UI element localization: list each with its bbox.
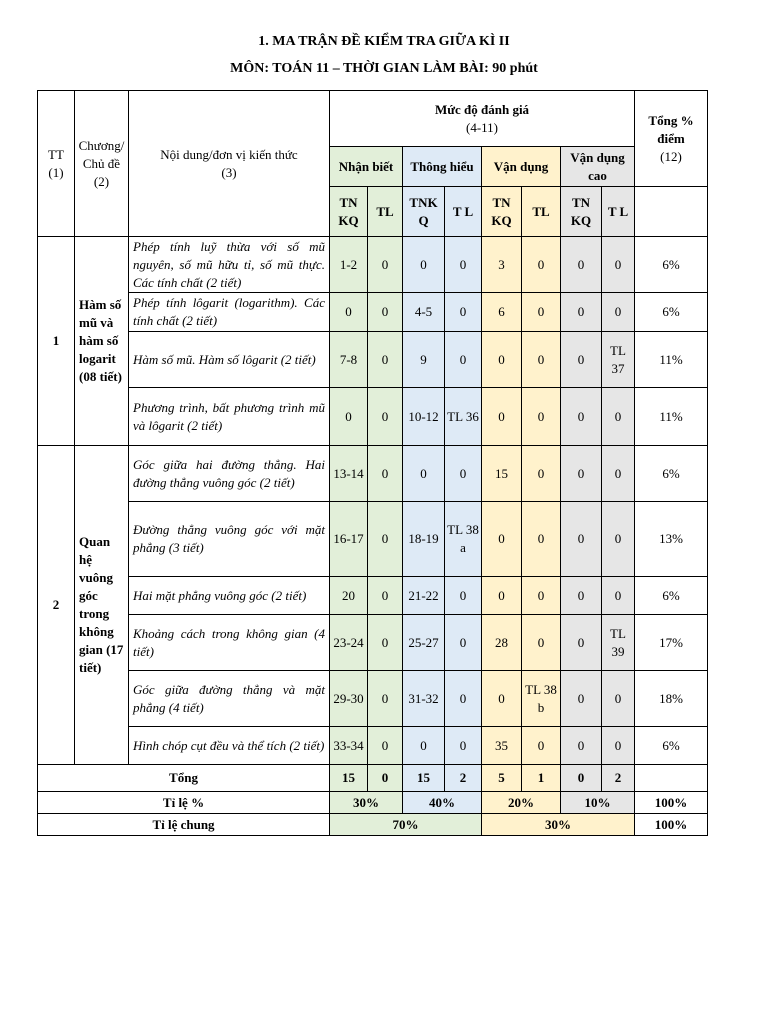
cell: 0 xyxy=(522,332,561,388)
table-row xyxy=(38,388,708,446)
document-subtitle: MÔN: TOÁN 11 – THỜI GIAN LÀM BÀI: 90 phút xyxy=(230,61,538,76)
header-total: Tổng % điểm (12) xyxy=(635,91,708,187)
ti-le-chung-total: 100% xyxy=(635,814,708,836)
cell: 9 xyxy=(403,332,445,388)
sub-header: TL xyxy=(368,187,403,237)
ti-le-chung-value: 30% xyxy=(482,814,635,836)
tong-value: 2 xyxy=(445,765,482,792)
ti-le-value: 30% xyxy=(330,792,403,814)
cell: 0 xyxy=(368,577,403,615)
content-cell: Phép tính luỹ thừa với số mũ nguyên, số mũ hữu tỉ, số mũ thực. Các tính chất (2 tiết) xyxy=(129,237,330,293)
total-cell: 13% xyxy=(635,502,708,577)
cell: 20 xyxy=(330,577,368,615)
cell: 0 xyxy=(445,446,482,502)
cell: 0 xyxy=(368,671,403,727)
cell: 0 xyxy=(561,332,602,388)
content-cell: Hai mặt phẳng vuông góc (2 tiết) xyxy=(129,577,330,615)
header-chapter: Chương/Chủ đề (2) xyxy=(75,91,129,237)
cell: 0 xyxy=(561,388,602,446)
tong-value: 5 xyxy=(482,765,522,792)
cell: TL 36 xyxy=(445,388,482,446)
cell: 0 xyxy=(445,237,482,293)
cell: 0 xyxy=(330,293,368,332)
cell: 0 xyxy=(602,671,635,727)
cell: 0 xyxy=(561,502,602,577)
total-cell: 11% xyxy=(635,388,708,446)
cell: 31-32 xyxy=(403,671,445,727)
cell: 4-5 xyxy=(403,293,445,332)
ti-le-total: 100% xyxy=(635,792,708,814)
cell: 0 xyxy=(445,332,482,388)
header-thong-hieu: Thông hiểu xyxy=(403,147,482,187)
table-row xyxy=(38,577,708,615)
total-cell: 6% xyxy=(635,446,708,502)
cell: TL 39 xyxy=(602,615,635,671)
sub-header: TNK Q xyxy=(403,187,445,237)
total-cell: 18% xyxy=(635,671,708,727)
total-cell: 6% xyxy=(635,577,708,615)
cell: 0 xyxy=(368,615,403,671)
sub-header: TN KQ xyxy=(561,187,602,237)
cell: 18-19 xyxy=(403,502,445,577)
chapter-tt: 1 xyxy=(38,237,75,446)
cell: 0 xyxy=(522,293,561,332)
total-cell: 6% xyxy=(635,237,708,293)
content-cell: Phép tính lôgarit (logarithm). Các tính chất (2 tiết) xyxy=(129,293,330,332)
tong-value: 1 xyxy=(522,765,561,792)
cell: 0 xyxy=(602,446,635,502)
cell: 0 xyxy=(368,502,403,577)
table-row xyxy=(38,332,708,388)
header-van-dung-cao: Vận dụng cao xyxy=(561,147,635,187)
cell: 0 xyxy=(561,727,602,765)
ti-le-chung-row xyxy=(38,814,708,836)
tong-empty xyxy=(635,765,708,792)
chapter-name: Hàm số mũ và hàm số logarit (08 tiết) xyxy=(75,237,129,446)
tong-value: 2 xyxy=(602,765,635,792)
cell: TL 37 xyxy=(602,332,635,388)
ti-le-row xyxy=(38,792,708,814)
total-cell: 11% xyxy=(635,332,708,388)
cell: 10-12 xyxy=(403,388,445,446)
cell: 0 xyxy=(368,388,403,446)
cell: 0 xyxy=(445,577,482,615)
cell: 15 xyxy=(482,446,522,502)
cell: 6 xyxy=(482,293,522,332)
cell: 0 xyxy=(522,388,561,446)
cell: 0 xyxy=(368,727,403,765)
cell: 7-8 xyxy=(330,332,368,388)
cell: 0 xyxy=(522,615,561,671)
cell: 0 xyxy=(445,727,482,765)
tong-value: 0 xyxy=(368,765,403,792)
cell: 0 xyxy=(561,446,602,502)
tong-value: 0 xyxy=(561,765,602,792)
cell: 0 xyxy=(602,727,635,765)
cell: 0 xyxy=(482,671,522,727)
cell: 0 xyxy=(561,671,602,727)
ti-le-label: Tỉ lệ % xyxy=(38,792,330,814)
ti-le-chung-value: 70% xyxy=(330,814,482,836)
table-row xyxy=(38,446,708,502)
header-level: Mức độ đánh giá (4-11) xyxy=(330,91,635,147)
cell: 0 xyxy=(602,577,635,615)
cell: 35 xyxy=(482,727,522,765)
document-title: 1. MA TRẬN ĐỀ KIỂM TRA GIỮA KÌ II xyxy=(258,34,510,49)
cell: TL 38 a xyxy=(445,502,482,577)
tong-row xyxy=(38,765,708,792)
content-cell: Phương trình, bất phương trình mũ và lôgarit (2 tiết) xyxy=(129,388,330,446)
cell: 0 xyxy=(522,577,561,615)
sub-header: TN KQ xyxy=(330,187,368,237)
cell: 0 xyxy=(602,293,635,332)
header-van-dung: Vận dụng xyxy=(482,147,561,187)
sub-header: TN KQ xyxy=(482,187,522,237)
cell: 0 xyxy=(403,237,445,293)
cell: 0 xyxy=(403,446,445,502)
exam-matrix-table xyxy=(37,90,708,836)
cell: 0 xyxy=(445,293,482,332)
cell: 0 xyxy=(368,293,403,332)
content-cell: Hàm số mũ. Hàm số lôgarit (2 tiết) xyxy=(129,332,330,388)
cell: 0 xyxy=(561,577,602,615)
content-cell: Góc giữa đường thẳng và mặt phẳng (4 tiết) xyxy=(129,671,330,727)
table-row xyxy=(38,615,708,671)
cell: 0 xyxy=(561,237,602,293)
cell: 23-24 xyxy=(330,615,368,671)
table-row xyxy=(38,502,708,577)
cell: 0 xyxy=(368,446,403,502)
cell: 29-30 xyxy=(330,671,368,727)
ti-le-value: 10% xyxy=(561,792,635,814)
tong-value: 15 xyxy=(403,765,445,792)
cell: 0 xyxy=(482,332,522,388)
table-row xyxy=(38,671,708,727)
chapter-tt: 2 xyxy=(38,446,75,765)
tong-value: 15 xyxy=(330,765,368,792)
cell: 0 xyxy=(561,615,602,671)
sub-header: T L xyxy=(602,187,635,237)
cell: 0 xyxy=(445,671,482,727)
cell: 0 xyxy=(522,502,561,577)
tong-label: Tổng xyxy=(38,765,330,792)
ti-le-value: 20% xyxy=(482,792,561,814)
total-cell: 17% xyxy=(635,615,708,671)
cell: 28 xyxy=(482,615,522,671)
header-tt: TT (1) xyxy=(38,91,75,237)
cell: 0 xyxy=(602,237,635,293)
cell: 0 xyxy=(368,237,403,293)
cell: 33-34 xyxy=(330,727,368,765)
cell: 0 xyxy=(482,577,522,615)
content-cell: Khoảng cách trong không gian (4 tiết) xyxy=(129,615,330,671)
chapter-name: Quan hệ vuông góc trong không gian (17 tiết) xyxy=(75,446,129,765)
header-nhan-biet: Nhận biết xyxy=(330,147,403,187)
cell: 0 xyxy=(561,293,602,332)
cell: 0 xyxy=(482,388,522,446)
cell: 0 xyxy=(445,615,482,671)
sub-header: T L xyxy=(445,187,482,237)
cell: 0 xyxy=(482,502,522,577)
ti-le-value: 40% xyxy=(403,792,482,814)
cell: 25-27 xyxy=(403,615,445,671)
cell: 0 xyxy=(330,388,368,446)
cell: 0 xyxy=(602,388,635,446)
table-row xyxy=(38,237,708,293)
total-cell: 6% xyxy=(635,293,708,332)
cell: TL 38 b xyxy=(522,671,561,727)
header-content: Nội dung/đơn vị kiến thức (3) xyxy=(129,91,330,237)
table-row xyxy=(38,293,708,332)
cell: 0 xyxy=(522,727,561,765)
cell: 0 xyxy=(403,727,445,765)
cell: 3 xyxy=(482,237,522,293)
cell: 0 xyxy=(368,332,403,388)
content-cell: Hình chóp cụt đều và thể tích (2 tiết) xyxy=(129,727,330,765)
cell: 16-17 xyxy=(330,502,368,577)
cell: 0 xyxy=(522,446,561,502)
cell: 21-22 xyxy=(403,577,445,615)
content-cell: Đường thẳng vuông góc với mặt phẳng (3 tiết) xyxy=(129,502,330,577)
content-cell: Góc giữa hai đường thẳng. Hai đường thẳng vuông góc (2 tiết) xyxy=(129,446,330,502)
ti-le-chung-label: Tỉ lệ chung xyxy=(38,814,330,836)
cell: 0 xyxy=(602,502,635,577)
sub-header-empty xyxy=(635,187,708,237)
cell: 13-14 xyxy=(330,446,368,502)
cell: 0 xyxy=(522,237,561,293)
cell: 1-2 xyxy=(330,237,368,293)
table-row xyxy=(38,727,708,765)
total-cell: 6% xyxy=(635,727,708,765)
sub-header: TL xyxy=(522,187,561,237)
